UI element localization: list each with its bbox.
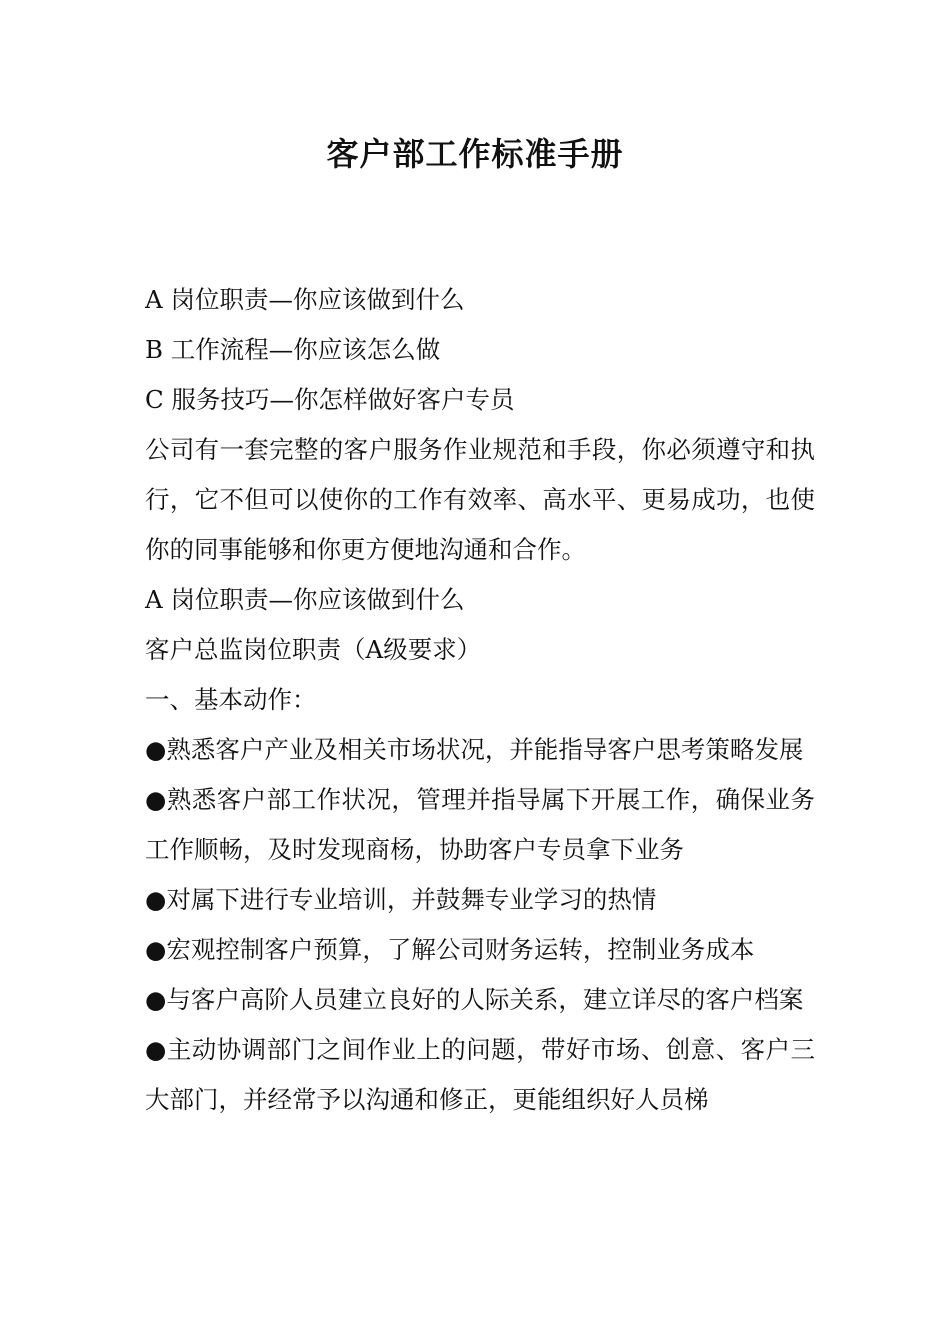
bullet-item: ●与客户高阶人员建立良好的人际关系，建立详尽的客户档案 — [145, 985, 804, 1014]
bullet-item: ●熟悉客户部工作状况，管理并指导属下开展工作，确保业务工作顺畅，及时发现商杨，协助客户专员拿下业务 — [145, 785, 815, 864]
subsection-heading: 客户总监岗位职责（A级要求） — [145, 635, 482, 664]
intro-paragraph: 公司有一套完整的客户服务作业规范和手段，你必须遵守和执行，它不但可以使你的工作有效率、高水平、更易成功，也使你的同事能够和你更方便地沟通和合作。 — [145, 435, 815, 564]
document-body — [145, 275, 815, 1125]
bullet-item: ●对属下进行专业培训，并鼓舞专业学习的热情 — [145, 885, 657, 914]
subsection-heading: 一、基本动作： — [145, 685, 317, 714]
toc-item: B 工作流程—你应该怎么做 — [145, 335, 441, 364]
section-heading: A 岗位职责—你应该做到什么 — [145, 585, 465, 614]
bullet-item: ●宏观控制客户预算，了解公司财务运转，控制业务成本 — [145, 935, 755, 964]
toc-item: C 服务技巧—你怎样做好客户专员 — [145, 385, 515, 414]
bullet-item: ●主动协调部门之间作业上的问题，带好市场、创意、客户三大部门，并经常予以沟通和修正，更能组织好人员梯 — [145, 1035, 815, 1114]
bullet-item: ●熟悉客户产业及相关市场状况，并能指导客户思考策略发展 — [145, 735, 804, 764]
toc-item: A 岗位职责—你应该做到什么 — [145, 285, 465, 314]
document-title: 客户部工作标准手册 — [326, 135, 624, 173]
